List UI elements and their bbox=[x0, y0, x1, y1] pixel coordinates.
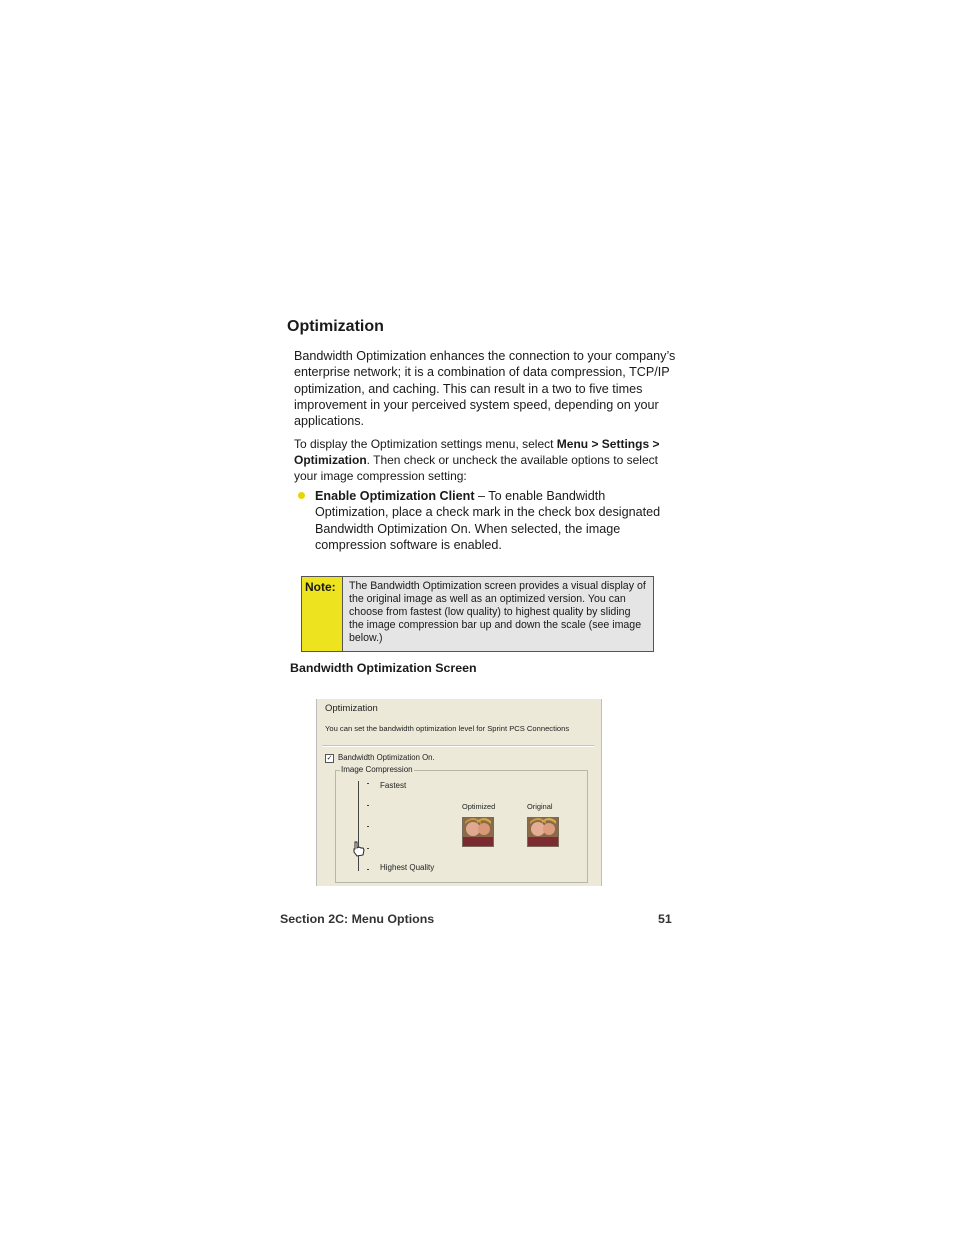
highest-quality-label: Highest Quality bbox=[380, 863, 435, 872]
slider-tick bbox=[367, 848, 369, 849]
footer-section: Section 2C: Menu Options bbox=[280, 912, 435, 926]
note-label: Note: bbox=[302, 577, 343, 651]
note-text: The Bandwidth Optimization screen provides a visual display of the original image as well as an optimized version. You can choose from fastest (low quality) to highest quality by sliding the image compression bar up and down the scale (see image below.) bbox=[349, 580, 646, 644]
optimized-image-thumbnail bbox=[462, 817, 494, 847]
menu-path: Menu > Settings > Optimization bbox=[294, 437, 660, 468]
figure-caption: Bandwidth Optimization Screen bbox=[290, 661, 477, 675]
optimization-screenshot bbox=[316, 699, 602, 886]
slider-tick bbox=[367, 826, 369, 827]
instructions-text-a: To display the Optimization settings menu, select bbox=[294, 437, 557, 451]
screenshot-title: Optimization bbox=[325, 703, 378, 714]
bullet-item bbox=[315, 488, 677, 553]
instructions-text-b: . Then check or uncheck the available options to select your image compression setting: bbox=[294, 453, 658, 484]
original-label: Original bbox=[527, 802, 553, 811]
section-heading: Optimization bbox=[287, 318, 384, 335]
bullet-text: – To enable Bandwidth Optimization, place a check mark in the check box designated Bandwidth Optimization On. When selected, the image compression software is enabled. bbox=[315, 489, 661, 552]
original-image-thumbnail bbox=[527, 817, 559, 847]
note-box bbox=[301, 576, 654, 652]
intro-paragraph: Bandwidth Optimization enhances the connection to your company’s enterprise network; it is a combination of data compression, TCP/IP optimization, and caching. This can result in a two to five times improvement in your perceived system speed, depending on your applications. bbox=[294, 349, 676, 429]
slider-tick bbox=[367, 783, 369, 784]
fastest-label: Fastest bbox=[380, 781, 407, 790]
instructions-paragraph bbox=[294, 436, 676, 485]
optimized-label: Optimized bbox=[462, 802, 496, 811]
slider-hand-cursor-icon[interactable] bbox=[351, 840, 367, 858]
bullet-icon bbox=[298, 492, 305, 499]
compression-slider-track[interactable] bbox=[358, 781, 359, 871]
slider-tick bbox=[367, 869, 369, 870]
bullet-title: Enable Optimization Client bbox=[315, 489, 475, 503]
optimization-checkbox[interactable]: ✓ bbox=[326, 755, 333, 762]
checkbox-label: Bandwidth Optimization On. bbox=[338, 753, 435, 762]
group-label: Image Compression bbox=[341, 765, 413, 774]
page-number: 51 bbox=[658, 912, 672, 926]
divider bbox=[322, 745, 594, 747]
slider-tick bbox=[367, 805, 369, 806]
screenshot-description: You can set the bandwidth optimization level for Sprint PCS Connections bbox=[325, 724, 570, 733]
